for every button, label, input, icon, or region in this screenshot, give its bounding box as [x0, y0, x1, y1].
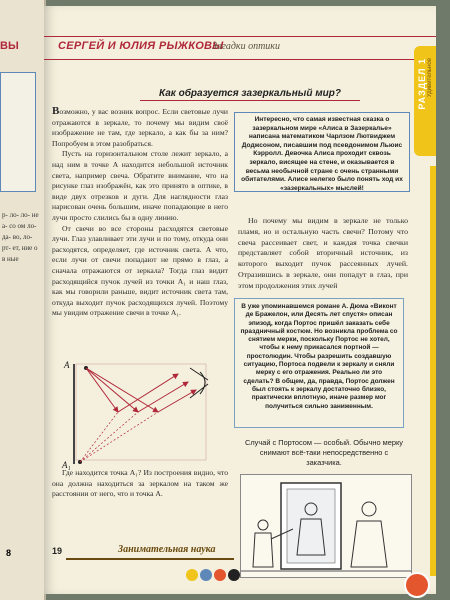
alice-info-box — [234, 112, 410, 192]
point-a-label: A — [64, 360, 70, 370]
ray-reflected-2 — [138, 382, 188, 412]
authors: СЕРГЕЙ И ЮЛИЯ РЫЖКОВЫ — [58, 40, 224, 52]
corner-badge-icon — [404, 572, 430, 598]
paragraph: От свечи во все стороны расходятся световые лучи. Глаз улавливает эти лучи и по тому, откуда они расходятся, определяет, где источник света. А что, если лучи от свечи попадают не прямо в глаз, а сначала отражаются от зеркала? Тогда глаз видит расходящийся пучок лучей из точки A₁ и наш глаз, как мы говорили раньше, видит источник света там, откуда выходит пучок расходящихся лучей. Поэтому мы увидим отражение свечи в точке A₁. — [52, 223, 228, 318]
magazine-page — [44, 6, 436, 594]
cartoon-caption: Случай с Портосом — особый. Обычно мерку снимают всё-таки непосредственно с заказчика. — [245, 438, 403, 467]
magazine-name: Занимательная наука — [118, 544, 216, 555]
dumas-info-box — [234, 298, 404, 428]
ray-extension-2 — [80, 412, 138, 462]
footer-decoration — [184, 566, 244, 584]
section-tab-label: РАЗДЕЛ 1 — [417, 58, 427, 110]
section-tab — [414, 46, 436, 156]
tailor-figure — [258, 520, 268, 530]
ray-extension-1 — [80, 412, 118, 462]
left-page-box — [0, 72, 36, 192]
series-title: Загадки оптики — [212, 41, 280, 52]
ray-extension-3 — [80, 412, 158, 462]
paragraph: Возможно, у вас возник вопрос. Если световые лучи отражаются в зеркале, то почему мы видим своё изображение не там, где зеркало, а как бы за ним? Попробуем в этом разобраться. — [52, 105, 228, 148]
left-page-number: 8 — [6, 548, 12, 558]
tailor-cartoon-illustration — [240, 474, 412, 578]
ray-incident-1 — [86, 368, 118, 412]
ray-incident-3 — [86, 368, 158, 412]
left-page-title-fragment: ВЫ — [0, 40, 19, 52]
article-column-left-bottom — [52, 468, 228, 500]
alice-info-text: Интересно, что самая известная сказка о зазеркальном мире «Алиса в Зазеркалье» написана математиком Чарлзом Лютвиджем Доджсоном, писавшим под псевдонимом Льюис Кэрролл. Девочка Алиса проходит сквозь зеркало, висящее на стене, и оказывается в весьма необычной стране с очень странными обитателями. Алисе нелегко было понять ход их «зазеркальных» мыслей! — [241, 116, 403, 192]
paragraph: Где находится точка A₁? Из построения видно, что она должна находиться за зеркалом на таком же расстоянии от него, что и точка A. — [52, 468, 228, 499]
article-title: Как образуется зазеркальный мир? — [140, 88, 360, 101]
left-page-text-fragment: р- ло- ло- не а- со ом ло- да- во, ло- рт- ет, ние о в ные — [2, 211, 39, 263]
ray-incident-2 — [86, 368, 138, 412]
article-column-left — [52, 106, 228, 319]
paragraph: Пусть на горизонтальном столе лежит зеркало, а над ним в точке A находится небольшой источник света, например свеча. Обратите внимание, что на рисунке глаз изображён, как это принято в оптике, в виде двух отрезков и дуги. Для наглядности глаз нарисован очень большим, иначе попадающие в него лучи просто слились бы в одну линию. — [52, 149, 228, 222]
ray-reflected-3 — [158, 390, 196, 412]
yellow-strip — [430, 166, 436, 576]
eye-icon — [190, 368, 208, 398]
diagram-frame — [76, 364, 206, 460]
paragraph: Но почему мы видим в зеркале не только пламя, но и остальную часть свечи? Потому что свеча рассеивает свет, и каждая точка свечки представляет собой вторичный источник, из которого выходит пучок рассеянных лучей. Отразившись в зеркале, они попадут в глаз, при этом продолжения этих лучей — [238, 216, 408, 290]
mirror-reflection-diagram — [58, 354, 218, 472]
left-page-edge — [0, 0, 46, 600]
point-a1-label: A₁ — [62, 460, 71, 470]
article-column-right — [238, 216, 408, 292]
porthos-figure — [362, 502, 376, 516]
page-number: 19 — [52, 546, 63, 556]
dumas-info-text: В уже упоминавшемся романе А. Дюма «Виконт де Бражелон, или Десять лет спустя» описан эпизод, когда Портос пришёл заказать себе праздничный костюм. Но возникла проблема со снятием мерки, поскольку Портос не хотел, чтобы к нему прикасался портной — простолюдин. Чтобы разрешить создавшую ситуацию, Портоса подвели к зеркалу и сняли мерку с его отражения. Реально ли это сделать? В общем, да, правда, Портос должен был стоять к зеркалу достаточно близко, практически вплотную, иначе размер мог получиться сильно заниженным. — [240, 303, 398, 410]
section-tab-sub: Удивительное — [427, 58, 433, 98]
